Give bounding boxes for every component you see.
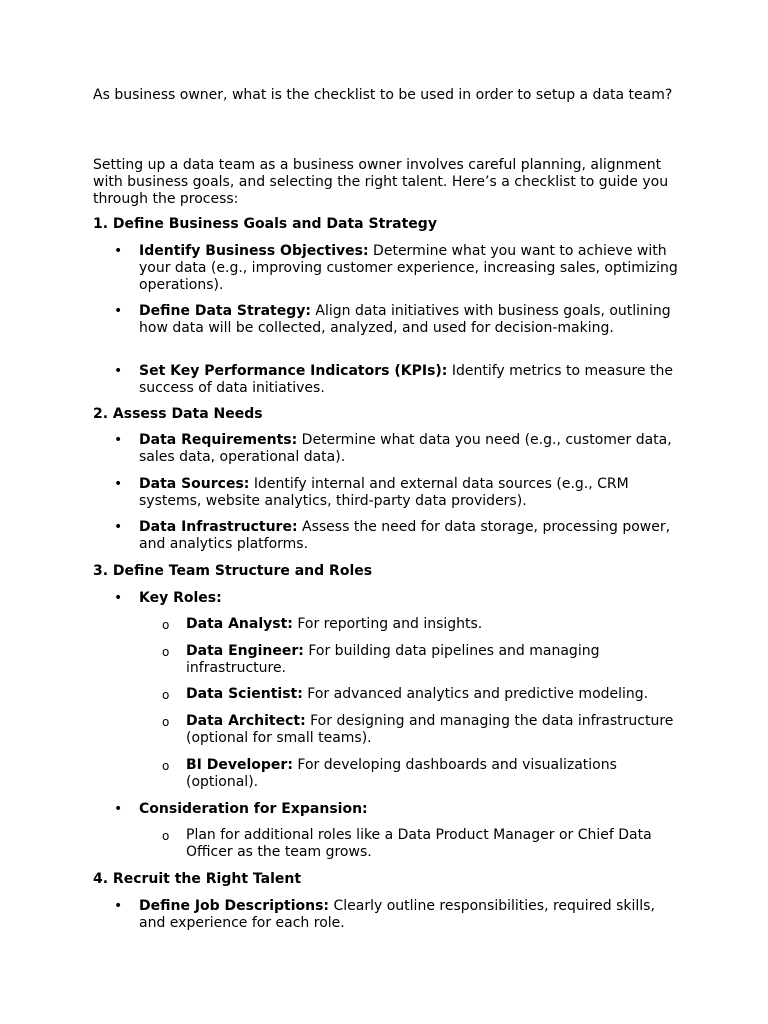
list-item bbox=[139, 432, 684, 466]
sub-list-item: Plan for additional roles like a Data Product Manager or Chief Data Officer as the team grows. bbox=[186, 827, 652, 860]
bullet-icon: • bbox=[114, 519, 123, 535]
list-item bbox=[139, 243, 684, 294]
role-text: For advanced analytics and predictive modeling. bbox=[302, 686, 649, 702]
item-text: Determine what data you need (e.g., customer data, sales data, operational data). bbox=[139, 432, 672, 465]
item-text: Assess the need for data storage, processing power, and analytics platforms. bbox=[139, 519, 671, 552]
sub-bullet-icon: o bbox=[162, 645, 170, 659]
bullet-icon: • bbox=[114, 590, 123, 606]
bullet-icon: • bbox=[114, 303, 123, 319]
section-heading-1: 1. Define Business Goals and Data Strategy bbox=[93, 216, 437, 232]
section-heading-2: 2. Assess Data Needs bbox=[93, 406, 263, 422]
item-term: Data Infrastructure: bbox=[139, 519, 298, 535]
item-term: Set Key Performance Indicators (KPIs): bbox=[139, 363, 448, 379]
bullet-icon: • bbox=[114, 432, 123, 448]
item-term: Data Requirements: bbox=[139, 432, 298, 448]
item-text: Align data initiatives with business goals, outlining how data will be collected, analyzed, and used for decision-making. bbox=[139, 303, 671, 336]
section-heading-3: 3. Define Team Structure and Roles bbox=[93, 563, 373, 579]
sub-list-item bbox=[186, 686, 676, 703]
role-term: Data Analyst: bbox=[186, 616, 293, 632]
sub-bullet-icon: o bbox=[162, 759, 170, 773]
item-term: Define Job Descriptions: bbox=[139, 898, 330, 914]
item-term: Key Roles: bbox=[139, 590, 222, 606]
list-item bbox=[139, 801, 684, 818]
sub-bullet-icon: o bbox=[162, 618, 170, 632]
role-term: Data Architect: bbox=[186, 713, 306, 729]
role-text: For designing and managing the data infrastructure (optional for small teams). bbox=[186, 713, 674, 746]
sub-list-item bbox=[186, 713, 676, 747]
bullet-icon: • bbox=[114, 363, 123, 379]
sub-bullet-icon: o bbox=[162, 715, 170, 729]
role-term: Data Engineer: bbox=[186, 643, 304, 659]
list-item bbox=[139, 303, 684, 337]
section-heading-4: 4. Recruit the Right Talent bbox=[93, 871, 302, 887]
role-text: For reporting and insights. bbox=[292, 616, 483, 632]
bullet-icon: • bbox=[114, 801, 123, 817]
bullet-icon: • bbox=[114, 243, 123, 259]
intro-paragraph: Setting up a data team as a business owner involves careful planning, alignment with business goals, and selecting the right talent. Here’s a checklist to guide you through the process: bbox=[93, 157, 669, 207]
list-item bbox=[139, 476, 684, 510]
list-item bbox=[139, 363, 684, 397]
item-term: Data Sources: bbox=[139, 476, 250, 492]
item-text: Identify internal and external data sources (e.g., CRM systems, website analytics, third-party data providers). bbox=[139, 476, 629, 509]
question-text: As business owner, what is the checklist to be used in order to setup a data team? bbox=[93, 87, 673, 103]
role-term: Data Scientist: bbox=[186, 686, 303, 702]
item-text: Identify metrics to measure the success of data initiatives. bbox=[139, 363, 673, 396]
bullet-icon: • bbox=[114, 476, 123, 492]
role-text: For developing dashboards and visualizations (optional). bbox=[186, 757, 617, 790]
item-text: Clearly outline responsibilities, required skills, and experience for each role. bbox=[139, 898, 655, 931]
sub-bullet-icon: o bbox=[162, 829, 170, 843]
role-text: For building data pipelines and managing infrastructure. bbox=[186, 643, 600, 676]
item-text: Determine what you want to achieve with your data (e.g., improving customer experience, increasing sales, optimizing operations). bbox=[139, 243, 678, 293]
list-item bbox=[139, 519, 684, 553]
item-term: Define Data Strategy: bbox=[139, 303, 311, 319]
sub-list-item bbox=[186, 757, 676, 791]
list-item bbox=[139, 898, 684, 932]
sub-bullet-icon: o bbox=[162, 688, 170, 702]
role-term: BI Developer: bbox=[186, 757, 293, 773]
item-term: Identify Business Objectives: bbox=[139, 243, 369, 259]
bullet-icon: • bbox=[114, 898, 123, 914]
list-item bbox=[139, 590, 684, 607]
sub-list-item bbox=[186, 616, 676, 633]
item-term: Consideration for Expansion: bbox=[139, 801, 368, 817]
sub-list-item bbox=[186, 643, 676, 677]
